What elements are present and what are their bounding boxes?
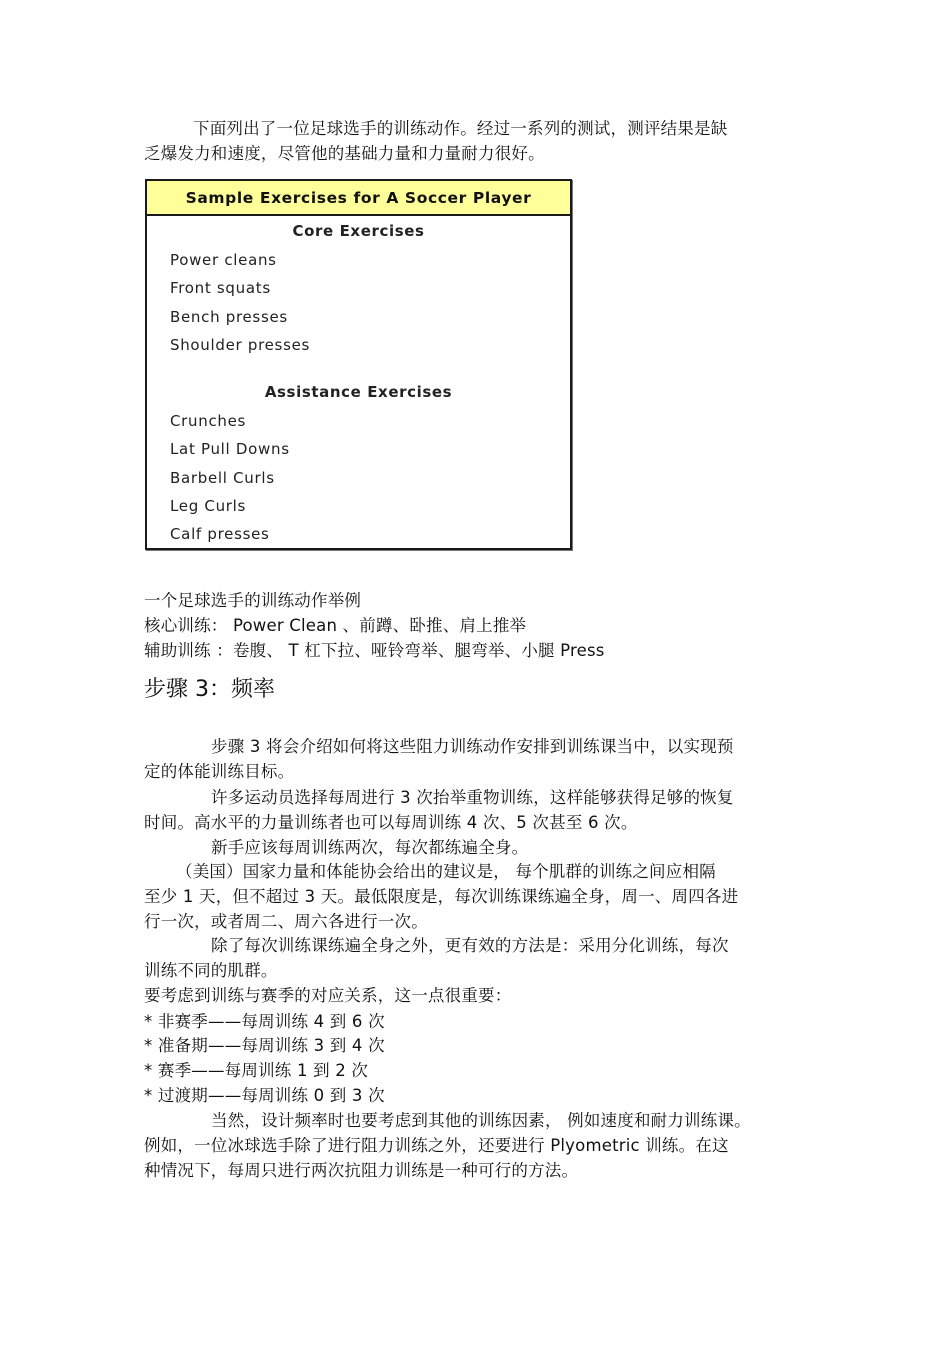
assistance-exercise-item: Crunches	[170, 412, 247, 430]
season-list-item: * 非赛季——每周训练 4 到 6 次	[144, 1012, 385, 1031]
core-exercise-item: Power cleans	[170, 251, 277, 269]
paragraph-1-line-1: 步骤 3 将会介绍如何将这些阻力训练动作安排到训练课当中，以实现预	[211, 737, 734, 756]
core-exercises-heading: Core Exercises	[292, 222, 425, 240]
assistance-exercise-item: Lat Pull Downs	[170, 440, 290, 458]
intro-line-2: 乏爆发力和速度，尽管他的基础力量和力量耐力很好。	[144, 144, 545, 163]
season-list-item: * 过渡期——每周训练 0 到 3 次	[144, 1086, 385, 1105]
caption-core-line: 核心训练： Power Clean 、前蹲、卧推、肩上推举	[144, 616, 527, 635]
step-heading: 步骤 3：频率	[144, 677, 275, 702]
paragraph-4-line-3: 行一次，或者周二、周六各进行一次。	[144, 912, 428, 931]
caption-assistance-line: 辅助训练 ：卷腹、 T 杠下拉、哑铃弯举、腿弯举、小腿 Press	[144, 641, 605, 660]
season-list-item: * 准备期——每周训练 3 到 4 次	[144, 1036, 385, 1055]
paragraph-3-line-1: 新手应该每周训练两次，每次都练遍全身。	[211, 838, 529, 857]
assistance-exercise-item: Barbell Curls	[170, 469, 275, 487]
paragraph-7-line-3: 种情况下，每周只进行两次抗阻力训练是一种可行的方法。	[144, 1161, 579, 1180]
paragraph-7-line-2: 例如，一位冰球选手除了进行阻力训练之外，还要进行 Plyometric 训练。在这	[144, 1136, 729, 1155]
paragraph-2-line-2: 时间。高水平的力量训练者也可以每周训练 4 次、5 次甚至 6 次。	[144, 813, 638, 832]
paragraph-4-line-1: （美国）国家力量和体能协会给出的建议是， 每个肌群的训练之间应相隔	[176, 862, 716, 881]
paragraph-7-line-1: 当然，设计频率时也要考虑到其他的训练因素， 例如速度和耐力训练课。	[211, 1111, 751, 1130]
assistance-exercises-heading: Assistance Exercises	[264, 383, 453, 401]
assistance-exercise-item: Leg Curls	[170, 497, 247, 515]
core-exercise-item: Front squats	[170, 279, 271, 297]
paragraph-1-line-2: 定的体能训练目标。	[144, 762, 295, 781]
core-exercise-item: Bench presses	[170, 308, 288, 326]
paragraph-5-line-1: 除了每次训练课练遍全身之外，更有效的方法是：采用分化训练，每次	[211, 936, 729, 955]
paragraph-2-line-1: 许多运动员选择每周进行 3 次抬举重物训练，这样能够获得足够的恢复	[211, 788, 734, 807]
paragraph-6-line-1: 要考虑到训练与赛季的对应关系，这一点很重要：	[144, 986, 512, 1005]
paragraph-4-line-2: 至少 1 天，但不超过 3 天。最低限度是，每次训练课练遍全身，周一、周四各进	[144, 887, 739, 906]
exercise-table-title: Sample Exercises for A Soccer Player	[147, 181, 570, 216]
paragraph-5-line-2: 训练不同的肌群。	[144, 961, 278, 980]
exercise-table-image	[145, 179, 572, 550]
intro-line-1: 下面列出了一位足球选手的训练动作。经过一系列的测试，测评结果是缺	[193, 119, 728, 138]
season-list-item: * 赛季——每周训练 1 到 2 次	[144, 1061, 369, 1080]
assistance-exercise-item: Calf presses	[170, 525, 270, 543]
core-exercise-item: Shoulder presses	[170, 336, 311, 354]
caption-title: 一个足球选手的训练动作举例	[144, 591, 362, 610]
